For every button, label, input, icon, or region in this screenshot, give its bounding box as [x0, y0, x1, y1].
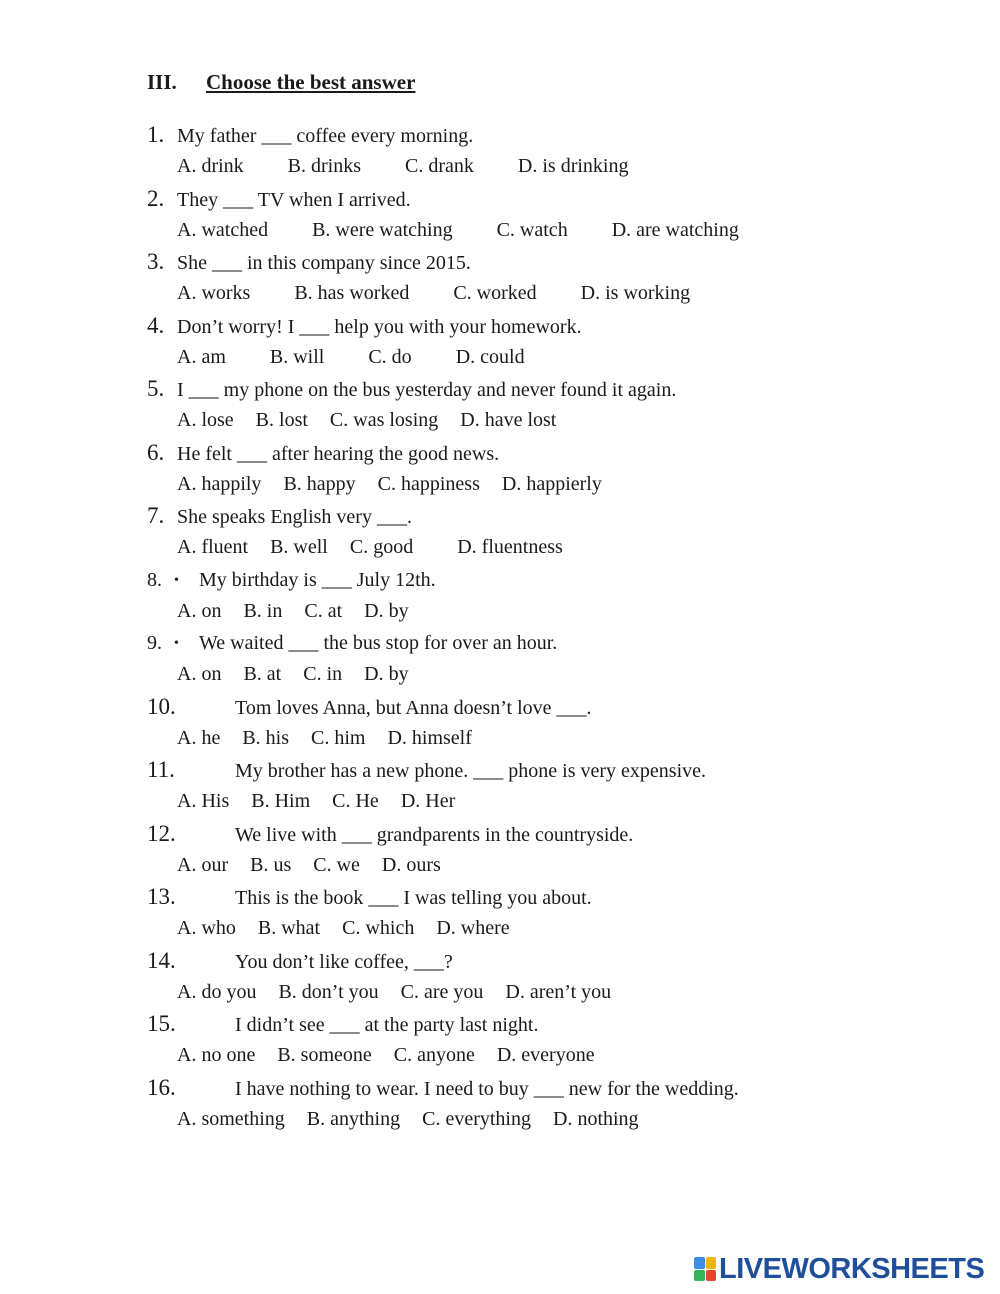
- question-item: [0, 945, 1000, 1009]
- question-text: This is the book ___ I was telling you about.: [235, 887, 592, 909]
- answer-option[interactable]: A. His: [177, 790, 230, 812]
- answer-option[interactable]: B. what: [257, 917, 321, 939]
- answer-options: [177, 849, 441, 881]
- question-line: [147, 119, 473, 152]
- question-line: [147, 754, 706, 787]
- answer-option[interactable]: C. anyone: [393, 1044, 475, 1066]
- question-line: [147, 373, 676, 406]
- answer-option[interactable]: D. is working: [580, 282, 691, 304]
- question-number: 9.: [147, 632, 162, 654]
- answer-options: [177, 595, 409, 627]
- answer-options: [177, 722, 472, 754]
- answer-option[interactable]: A. do you: [177, 980, 257, 1003]
- question-item: [0, 564, 1000, 628]
- answer-options: [177, 912, 510, 944]
- question-number: 11.: [147, 757, 175, 782]
- answer-option[interactable]: A. fluent: [177, 536, 249, 558]
- answer-option[interactable]: D. is drinking: [517, 155, 629, 177]
- answer-option[interactable]: D. have lost: [460, 409, 557, 431]
- section-number: III.: [147, 70, 177, 94]
- question-text: I ___ my phone on the bus yesterday and never found it again.: [177, 379, 677, 401]
- answer-option[interactable]: C. are you: [400, 980, 484, 1003]
- question-number: 6.: [147, 439, 165, 465]
- answer-option[interactable]: D. fluentness: [457, 536, 563, 558]
- logo-tile: [706, 1257, 717, 1269]
- question-item: [0, 246, 1000, 310]
- answer-option[interactable]: A. our: [177, 853, 229, 876]
- bullet-icon: •: [174, 636, 179, 651]
- question-item: [0, 1072, 1000, 1136]
- answer-option[interactable]: D. aren’t you: [505, 980, 612, 1003]
- answer-option[interactable]: A. lose: [177, 409, 234, 431]
- answer-option[interactable]: A. watched: [177, 218, 269, 241]
- answer-option[interactable]: D. by: [364, 599, 409, 622]
- answer-option[interactable]: B. someone: [277, 1044, 372, 1066]
- question-number: 2.: [147, 185, 165, 211]
- answer-options: [177, 1103, 639, 1135]
- answer-option[interactable]: A. he: [177, 726, 221, 749]
- question-line: [147, 564, 436, 597]
- answer-option[interactable]: B. Him: [251, 790, 311, 812]
- question-text: My brother has a new phone. ___ phone is very expensive.: [235, 760, 706, 782]
- answer-option[interactable]: C. was losing: [329, 409, 439, 431]
- question-text: You don’t like coffee, ___?: [235, 950, 453, 973]
- answer-option[interactable]: B. at: [243, 663, 282, 685]
- question-number: 3.: [147, 249, 165, 274]
- logo-tile: [694, 1257, 705, 1269]
- question-number: 10.: [147, 693, 176, 719]
- answer-option[interactable]: A. happily: [177, 472, 262, 495]
- answer-option[interactable]: A. no one: [177, 1044, 256, 1066]
- answer-option[interactable]: C. which: [342, 917, 415, 939]
- question-line: [147, 818, 633, 851]
- answer-option[interactable]: C. good: [349, 536, 414, 558]
- answer-option[interactable]: A. on: [177, 599, 222, 622]
- answer-option[interactable]: D. happierly: [501, 472, 602, 495]
- answer-option[interactable]: D. Her: [400, 790, 456, 812]
- logo-tile: [706, 1270, 717, 1282]
- answer-options: [177, 976, 611, 1008]
- question-number: 14.: [147, 947, 176, 973]
- question-text: I didn’t see ___ at the party last night.: [235, 1014, 539, 1036]
- logo-tile: [694, 1270, 705, 1282]
- question-text: She speaks English very ___.: [177, 506, 412, 528]
- section-title: Choose the best answer: [206, 70, 416, 94]
- question-number: 13.: [147, 884, 176, 909]
- answer-option[interactable]: C. everything: [422, 1107, 531, 1130]
- answer-option[interactable]: D. nothing: [553, 1107, 639, 1130]
- question-list: [0, 119, 1000, 1135]
- answer-option[interactable]: C. do: [368, 345, 412, 368]
- bullet-icon: •: [174, 572, 179, 588]
- question-number: 7.: [147, 503, 165, 528]
- answer-option[interactable]: D. where: [436, 917, 510, 939]
- answer-option[interactable]: C. happiness: [377, 472, 480, 495]
- answer-option[interactable]: D. everyone: [496, 1044, 595, 1066]
- answer-option[interactable]: A. works: [177, 282, 251, 304]
- answer-options: [177, 785, 455, 817]
- question-text: He felt ___ after hearing the good news.: [177, 442, 500, 465]
- question-item: [0, 437, 1000, 501]
- answer-option[interactable]: C. him: [311, 726, 366, 749]
- answer-option[interactable]: C. drank: [405, 155, 474, 177]
- answer-options: [177, 277, 690, 309]
- answer-option[interactable]: B. us: [250, 853, 292, 876]
- answer-option[interactable]: D. are watching: [611, 218, 739, 241]
- question-line: [147, 437, 499, 470]
- question-text: Tom loves Anna, but Anna doesn’t love ___.: [235, 696, 592, 719]
- answer-option[interactable]: A. who: [177, 917, 236, 939]
- question-line: [147, 945, 453, 978]
- question-item: [0, 754, 1000, 818]
- answer-options: [177, 658, 409, 690]
- section-heading: [147, 70, 415, 95]
- question-item: [0, 119, 1000, 183]
- answer-option[interactable]: B. has worked: [294, 282, 410, 304]
- answer-option[interactable]: B. will: [269, 345, 325, 368]
- answer-option[interactable]: C. we: [313, 853, 360, 876]
- answer-option[interactable]: B. drinks: [287, 155, 362, 177]
- question-number: 15.: [147, 1011, 176, 1036]
- answer-option[interactable]: B. his: [242, 726, 290, 749]
- logo-text: LIVEWORKSHEETS: [719, 1252, 985, 1285]
- question-line: [147, 500, 412, 533]
- answer-option[interactable]: A. drink: [177, 155, 244, 177]
- question-item: [0, 691, 1000, 755]
- answer-option[interactable]: D. could: [455, 345, 525, 368]
- answer-option[interactable]: B. well: [270, 536, 328, 558]
- question-number: 4.: [147, 312, 165, 338]
- question-item: [0, 500, 1000, 564]
- answer-option[interactable]: D. ours: [381, 853, 441, 876]
- answer-option[interactable]: C. worked: [453, 282, 537, 304]
- question-number: 12.: [147, 820, 176, 846]
- question-line: [147, 627, 557, 660]
- question-line: [147, 310, 582, 343]
- answer-options: [177, 531, 563, 563]
- answer-option[interactable]: C. in: [303, 663, 343, 685]
- liveworksheets-logo: [694, 1253, 984, 1285]
- question-line: [147, 246, 471, 279]
- answer-option[interactable]: B. don’t you: [278, 980, 379, 1003]
- question-text: They ___ TV when I arrived.: [177, 188, 411, 211]
- answer-options: [177, 468, 602, 500]
- question-item: [0, 1008, 1000, 1072]
- answer-option[interactable]: B. happy: [283, 472, 356, 495]
- answer-options: [177, 150, 628, 182]
- question-text: We live with ___ grandparents in the countryside.: [235, 823, 634, 846]
- answer-option[interactable]: A. am: [177, 345, 226, 368]
- question-number: 1.: [147, 122, 165, 147]
- question-line: [147, 1072, 739, 1105]
- answer-option[interactable]: A. on: [177, 663, 222, 685]
- answer-options: [177, 341, 525, 373]
- answer-option[interactable]: B. anything: [306, 1107, 401, 1130]
- question-number: 5.: [147, 376, 165, 401]
- answer-options: [177, 404, 556, 436]
- question-item: [0, 818, 1000, 882]
- answer-option[interactable]: C. at: [304, 599, 343, 622]
- question-item: [0, 627, 1000, 691]
- question-item: [0, 881, 1000, 945]
- question-item: [0, 373, 1000, 437]
- question-line: [147, 183, 411, 216]
- question-item: [0, 183, 1000, 247]
- answer-option[interactable]: D. himself: [387, 726, 472, 749]
- question-item: [0, 310, 1000, 374]
- question-number: 16.: [147, 1074, 176, 1100]
- question-line: [147, 881, 592, 914]
- answer-option[interactable]: B. lost: [255, 409, 308, 431]
- answer-option[interactable]: A. something: [177, 1107, 285, 1130]
- question-text: She ___ in this company since 2015.: [177, 252, 471, 274]
- question-text: My birthday is ___ July 12th.: [199, 568, 436, 591]
- question-text: I have nothing to wear. I need to buy ___ new for the wedding.: [235, 1077, 739, 1100]
- answer-option[interactable]: B. were watching: [312, 218, 453, 241]
- answer-option[interactable]: C. He: [332, 790, 379, 812]
- question-line: [147, 1008, 538, 1041]
- answer-option[interactable]: D. by: [364, 663, 409, 685]
- answer-options: [177, 1039, 595, 1071]
- answer-option[interactable]: C. watch: [496, 218, 568, 241]
- question-text: My father ___ coffee every morning.: [177, 125, 474, 147]
- answer-option[interactable]: B. in: [243, 599, 283, 622]
- question-text: We waited ___ the bus stop for over an hour.: [199, 632, 558, 654]
- question-text: Don’t worry! I ___ help you with your homework.: [177, 315, 582, 338]
- answer-options: [177, 214, 739, 246]
- question-number: 8.: [147, 568, 162, 591]
- liveworksheets-logo-icon: [694, 1257, 716, 1281]
- question-line: [147, 691, 592, 724]
